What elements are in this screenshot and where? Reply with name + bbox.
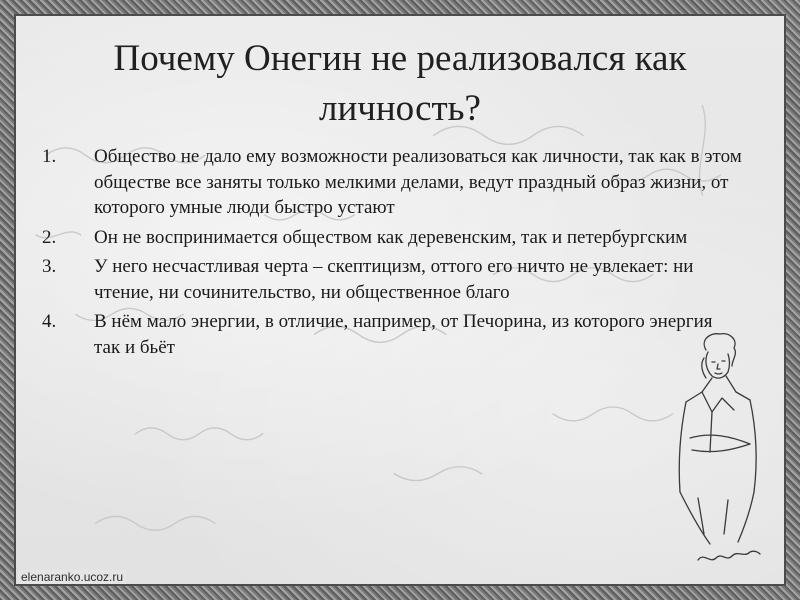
- item-number: 2.: [42, 226, 57, 248]
- list-item: [42, 225, 742, 251]
- list-item: [42, 309, 742, 360]
- item-number: 4.: [42, 311, 57, 332]
- slide-title: Почему Онегин не реализовался как личность?: [113, 38, 687, 129]
- list-item: [42, 254, 742, 305]
- item-text: Общество не дало ему возможности реализоваться как личности, так как в этом обществе все заняты только мелкими делами, ведут праздный образ жизни, от которого умные люди быстро устают: [94, 146, 742, 218]
- item-text: У него несчастливая черта – скептицизм, оттого его ничто не увлекает: ни чтение, ни сочинительство, ни общественное благо: [94, 256, 694, 303]
- item-number: 3.: [42, 256, 57, 277]
- slide-canvas: [14, 14, 786, 586]
- reasons-list: [42, 144, 742, 364]
- item-text: В нём мало энергии, в отличие, например, от Печорина, из которого энергия так и бьёт: [94, 311, 713, 358]
- item-number: 1.: [42, 146, 57, 167]
- footer-url: elenaranko.ucoz.ru: [18, 570, 126, 584]
- item-text: Он не воспринимается обществом как деревенским, так и петербургским: [94, 226, 688, 248]
- pushkin-sketch-icon: [668, 328, 778, 578]
- list-item: [42, 144, 742, 221]
